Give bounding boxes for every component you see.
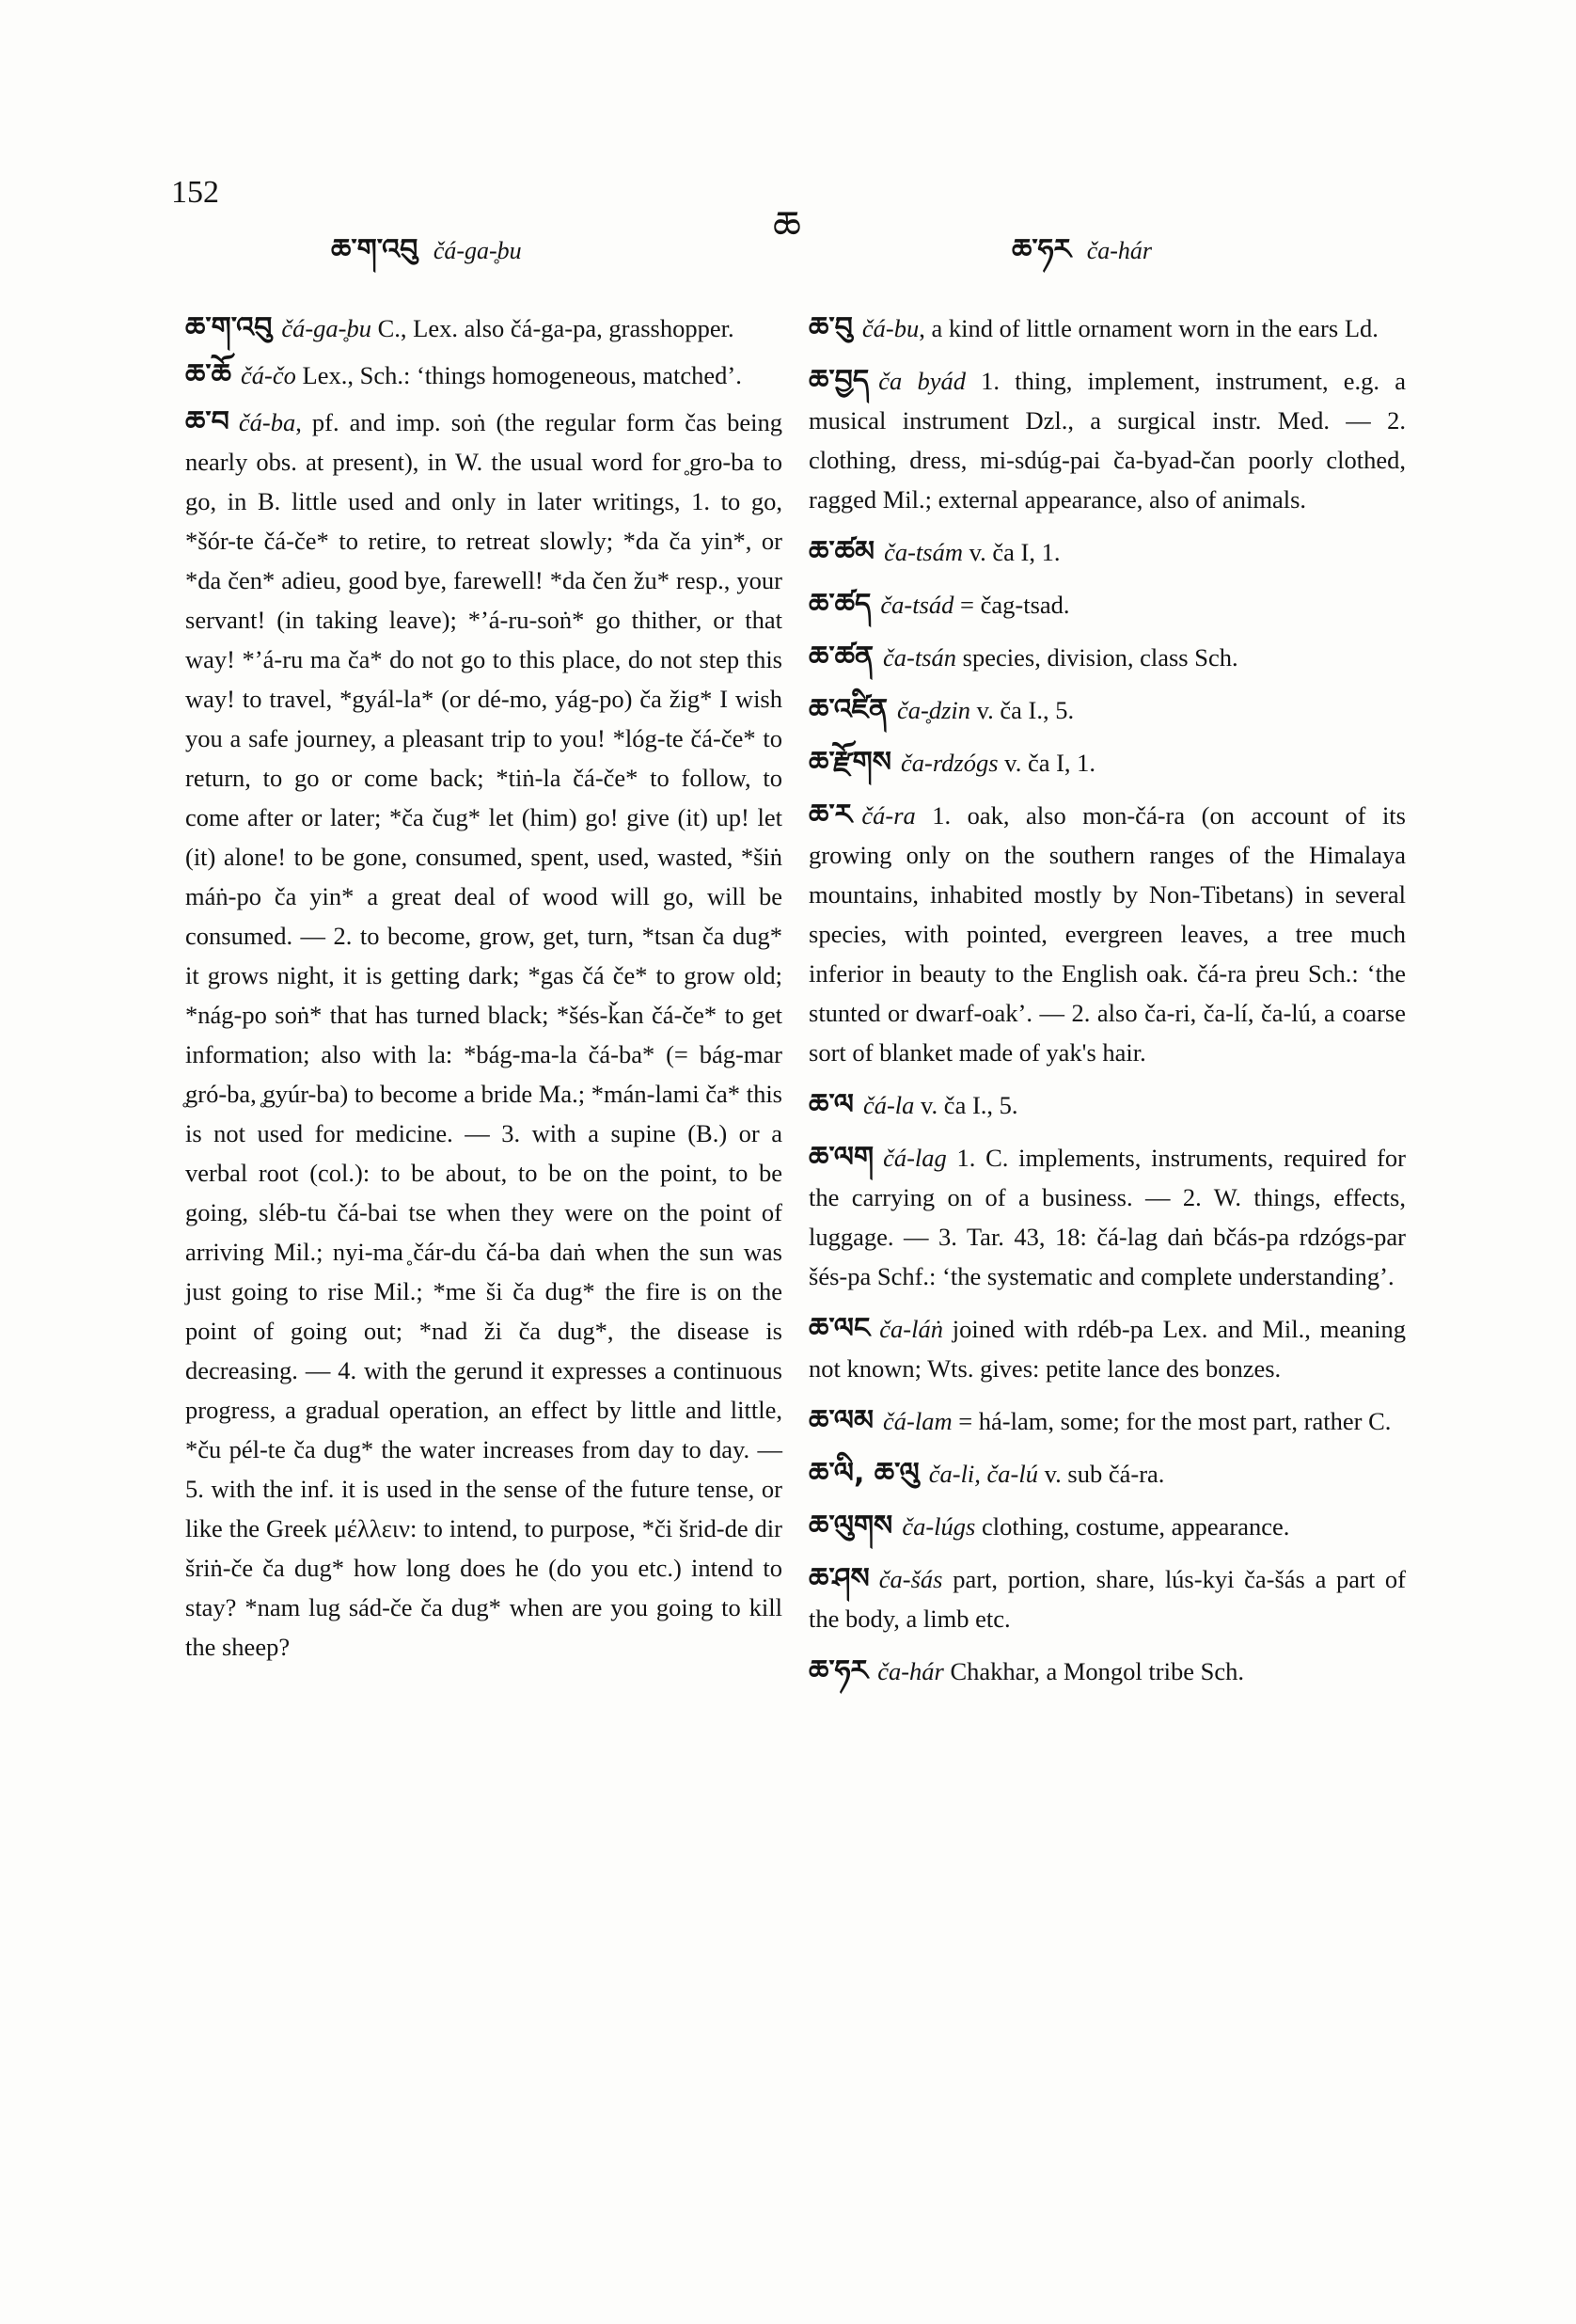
entry-tibetan: ཆ་ཚན — [809, 640, 875, 673]
entry-text: v. ča I., 5. — [970, 696, 1075, 724]
entry-text: = čag-tsad. — [953, 591, 1070, 619]
running-head-left-translit: čá-ga-̥bu — [433, 237, 522, 264]
page-letter: ཆ — [773, 205, 801, 248]
dictionary-entry — [809, 1652, 1406, 1691]
entry-headword: čá-ra — [861, 801, 916, 830]
entry-text: v. ča I, 1. — [963, 538, 1061, 566]
entry-tibetan: ཆ་ལ — [809, 1088, 854, 1121]
entry-text: , a kind of little ornament worn in the ears Ld. — [919, 314, 1379, 342]
entry-headword: ča-tsád — [880, 591, 954, 619]
running-head-left — [331, 218, 522, 297]
dictionary-entry — [809, 532, 1406, 572]
entry-text: part, portion, share, lús-kyi ča-šás a part of the body, a limb etc. — [809, 1565, 1406, 1633]
entry-headword: ča byád — [878, 367, 966, 395]
dictionary-entry — [809, 1401, 1406, 1441]
entry-tibetan: ཆ་ཤས — [809, 1562, 870, 1595]
dictionary-entry — [185, 308, 782, 348]
dictionary-entry — [809, 796, 1406, 1072]
entry-headword: ča-láṅ — [879, 1315, 943, 1343]
running-head-right-translit: ča-hár — [1086, 237, 1153, 264]
entry-tibetan: ཆ་ཚད — [809, 588, 872, 621]
entry-text: clothing, costume, appearance. — [975, 1512, 1290, 1541]
dictionary-entry — [809, 1085, 1406, 1125]
entry-headword: čá-la — [862, 1091, 915, 1119]
dictionary-entry — [809, 1138, 1406, 1296]
entry-tibetan: ཆ་ལག — [809, 1141, 875, 1174]
entry-tibetan: ཆ་ཆོ — [185, 358, 232, 391]
dictionary-entry — [809, 1454, 1406, 1494]
entry-tibetan: ཆ་ར — [809, 798, 853, 831]
entry-text: 1. C. implements, instruments, required for the carrying on of a business. — 2. W. things, effects, luggage. — 3. Tar. 43, 18: čá-lag daṅ bčás-pa rdzógs-par šés-pa Schf.: ‘the systematic and complete understanding’. — [809, 1144, 1406, 1290]
entry-tibetan: ཆ་ག་འབུ — [185, 311, 273, 344]
entry-text: v. sub čá-ra. — [1038, 1460, 1165, 1488]
entry-headword: ča-li, ča-lú — [928, 1460, 1038, 1488]
dictionary-entry — [185, 356, 782, 395]
dictionary-entry — [809, 1559, 1406, 1638]
entry-tibetan: ཆ་བྱད — [809, 364, 870, 397]
entry-headword: ča-hár — [877, 1657, 944, 1685]
entry-text: 1. thing, implement, instrument, e.g. a musical instrument Dzl., a surgical instr. Med. — 2. clothing, dress, mi-sdúg-pai ča-byad-čan poorly clothed, ragged Mil.; external appearance, also of animals. — [809, 367, 1407, 514]
entry-tibetan: ཆ་རྫོགས — [809, 746, 891, 779]
dictionary-entry — [809, 743, 1406, 783]
entry-tibetan: ཆ་ལམ — [809, 1404, 874, 1437]
entry-tibetan: ཆ་བ — [185, 405, 229, 438]
right-column — [809, 308, 1406, 1704]
entry-headword: ča-tsán — [883, 643, 957, 672]
entry-text: = há-lam, some; for the most part, rather C. — [952, 1407, 1392, 1435]
entry-headword: ča-tsám — [884, 538, 963, 566]
entry-tibetan: ཆ་ཚམ — [809, 535, 875, 568]
dictionary-entry — [809, 585, 1406, 624]
dictionary-entry — [809, 308, 1406, 348]
entry-tibetan: ཆ་ལི, ཆ་ལུ — [809, 1457, 920, 1490]
dictionary-entry — [809, 1309, 1406, 1388]
entry-tibetan: ཆ་འཛིན — [809, 693, 888, 726]
dictionary-entry — [809, 690, 1406, 730]
entry-text: joined with rdéb-pa Lex. and Mil., meaning not known; Wts. gives: petite lance des bonzes. — [809, 1315, 1406, 1383]
entry-headword: čá-lam — [883, 1407, 953, 1435]
entry-headword: čá-ba — [238, 408, 296, 436]
entry-headword: ča-̥dzin — [896, 696, 970, 724]
entry-text: C., Lex. also čá-ga-pa, grasshopper. — [370, 314, 734, 342]
dictionary-entry — [809, 361, 1406, 519]
entry-text: 1. oak, also mon-čá-ra (on account of its growing only on the southern ranges of the Himalaya mountains, inhabited mostly by Non-Tibetans) in several species, with pointed, evergreen leaves, a tree much inferior in beauty to the English oak. čá-ra ṗreu Sch.: ‘the stunted or dwarf-oak’. — 2. also ča-ri, ča-lí, ča-lú, a coarse sort of blanket made of yak's hair. — [809, 801, 1406, 1067]
entry-headword: ča-rdzógs — [901, 749, 999, 777]
dictionary-entry — [809, 638, 1406, 677]
entry-text: Lex., Sch.: ‘things homogeneous, matched’. — [295, 361, 742, 389]
entry-text: , pf. and imp. soṅ (the regular form čas being nearly obs. at present), in W. the usual word for ̥gro-ba to go, in B. little used and only in later writings, 1. to go, *šór-te čá-če* to retire, to retreat slowly; *da ča yin*, or *da čen* adieu, good bye, farewell! *da čen žu* resp., your servant! (in taking leave); *’á-ru-soṅ* go thither, or that way! *’á-ru ma ča* do not go to this place, do not step this way! to travel, *gyál-la* (or dé-mo, yág-po) ča žig* I wish you a safe journey, a pleasant trip to you! *lóg-te čá-če* to return, to go or come back; *tiṅ-la čá-če* to follow, to come after or later; *ča čug* let (him) go! give (it) up! let (it) alone! to be gone, consumed, spent, used, wasted, *šiṅ máṅ-po ča yin* a great deal of wood will go, will be consumed. — 2. to become, grow, get, turn, *tsan ča dug* it grows night, it is getting dark; *gas čá če* to grow old; *nág-po soṅ* that has turned black; *šés-ǩan čá-če* to get information; also with la: *bág-ma-la čá-ba* (= bág-mar ̥gró-ba, ̥gyúr-ba) to become a bride Ma.; *mán-lami ča* this is not used for medicine. — 3. with a supine (B.) or a verbal root (col.): to be about, to be on the point, to be going, sléb-tu čá-bai tse when they were on the point of arriving Mil.; nyi-ma ̥čár-du čá-ba daṅ when the sun was just going to rise Mil.; *me ši ča dug* the fire is on the point of going out; *nad ži ča dug*, the disease is decreasing. — 4. with the gerund it expresses a continuous progress, a gradual operation, an effect by little and little, *ču pél-te ča dug* the water increases from day to day. — 5. with the inf. it is used in the sense of the future tense, or like the Greek μέλλειν: to intend, to purpose, *či šrid-de dir šriṅ-če ča dug* how long does he (do you etc.) intend to stay? *nam lug sád-če ča dug* when are you going to kill the sheep? — [185, 408, 782, 1661]
entry-headword: čá-bu — [861, 314, 920, 342]
running-head-right-tibetan: ཆ་ཧར — [1012, 233, 1072, 266]
entry-headword: čá-lag — [883, 1144, 947, 1172]
running-head-right — [1012, 218, 1152, 297]
entry-text: Chakhar, a Mongol tribe Sch. — [943, 1657, 1244, 1685]
entry-headword: čá-čo — [241, 361, 296, 389]
entry-text: v. ča I., 5. — [914, 1091, 1018, 1119]
entry-tibetan: ཆ་བུ — [809, 311, 853, 344]
dictionary-entry — [809, 1507, 1406, 1546]
running-head-left-tibetan: ཆ་ག་འབུ — [331, 233, 418, 266]
entry-text: species, division, class Sch. — [956, 643, 1238, 672]
entry-tibetan: ཆ་ལང — [809, 1312, 871, 1345]
entry-text: v. ča I, 1. — [998, 749, 1096, 777]
left-column — [185, 308, 782, 1674]
entry-headword: čá-ga-̥bu — [281, 314, 371, 342]
entry-headword: ča-šás — [878, 1565, 943, 1593]
entry-tibetan: ཆ་ཧར — [809, 1654, 869, 1687]
entry-tibetan: ཆ་ལུགས — [809, 1510, 893, 1542]
dictionary-entry — [185, 403, 782, 1667]
entry-headword: ča-lúgs — [902, 1512, 976, 1541]
page-number: 152 — [171, 175, 219, 210]
